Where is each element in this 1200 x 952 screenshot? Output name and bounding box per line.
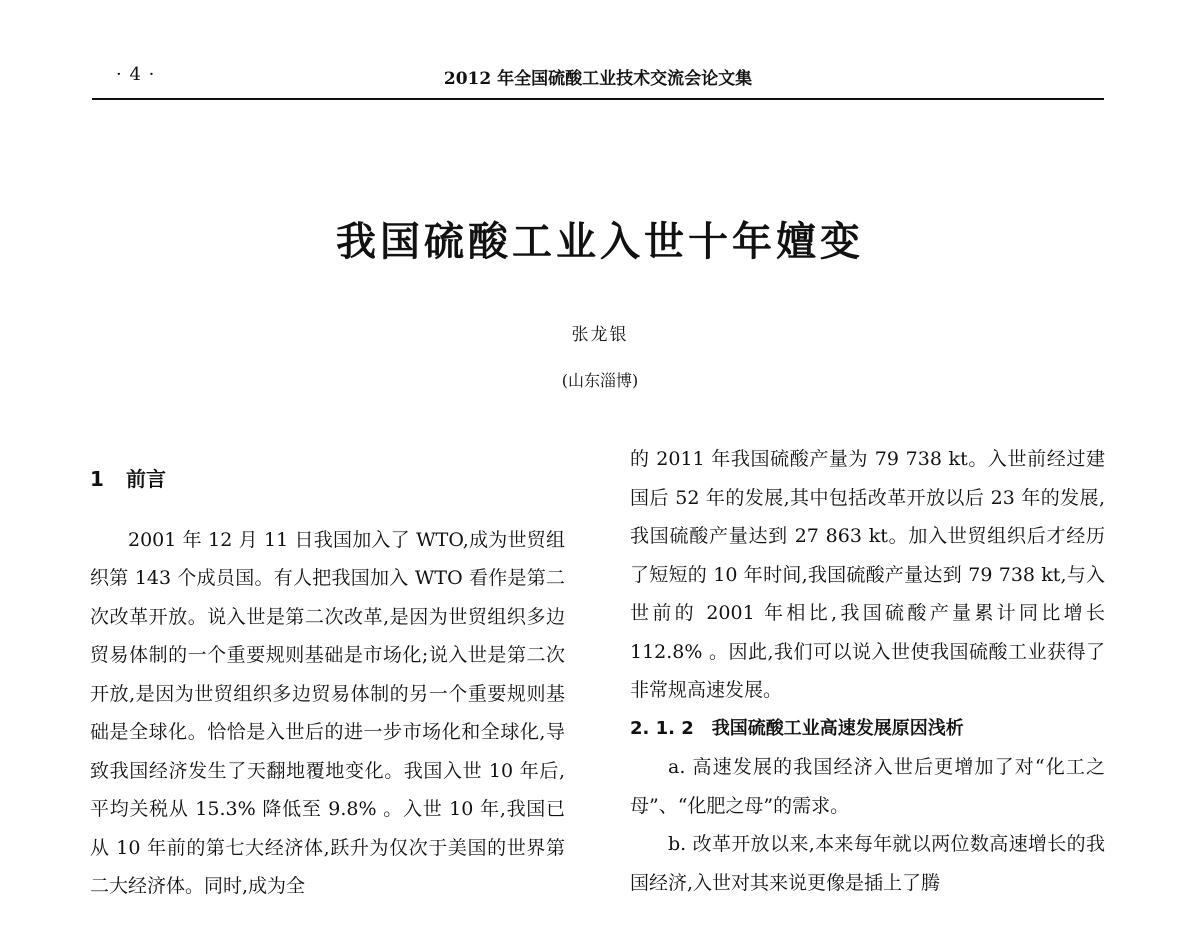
journal-title: 2012 年全国硫酸工业技术交流会论文集 — [443, 69, 753, 89]
subsection-heading: 2. 1. 2 我国硫酸工业高速发展原因浅析 — [630, 717, 964, 739]
right-column — [630, 440, 1105, 902]
header-rule — [92, 98, 1104, 100]
left-column — [90, 442, 565, 906]
section-number: 1 — [90, 467, 104, 491]
list-item-b: b. 改革开放以来,本来每年就以两位数高速增长的我国经济,入世对其来说更像是插上了腾 — [630, 833, 1105, 894]
author-name: 张龙银 — [571, 325, 629, 345]
continued-paragraph: 的 2011 年我国硫酸产量为 79 738 kt。入世前经过建国后 52 年的发展,其中包括改革开放以后 23 年的发展,我国硫酸产量达到 27 863 kt。加入世贸组织后才经历了短短的 10 年时间,我国硫酸产量达到 79 738 kt,与入世前的 2001 年相比,我国硫酸产量累计同比增长 112.8% 。因此,我们可以说入世使我国硫酸工业获得了非常规高速发展。 — [630, 448, 1105, 701]
intro-paragraph: 2001 年 12 月 11 日我国加入了 WTO,成为世贸组织第 143 个成员国。有人把我国加入 WTO 看作是第二次改革开放。说入世是第二次改革,是因为世贸组织多边贸易体制的一个重要规则基础是市场化;说入世是第二次开放,是因为世贸组织多边贸易体制的另一个重要规则基础是全球化。恰恰是入世后的进一步市场化和全球化,导致我国经济发生了天翻地覆地变化。我国入世 10 年后,平均关税从 15.3% 降低至 9.8% 。入世 10 年,我国已从 10 年前的第七大经济体,跃升为仅次于美国的世界第二大经济体。同时,成为全 — [90, 528, 565, 897]
section-heading — [90, 460, 565, 499]
list-item-a: a. 高速发展的我国经济入世后更增加了对“化工之母”、“化肥之母”的需求。 — [630, 756, 1105, 817]
author-affiliation: (山东淄博) — [561, 371, 639, 390]
section-title: 前言 — [126, 467, 166, 491]
page-header — [92, 64, 1104, 94]
page-number: · 4 · — [116, 64, 156, 85]
article-title: 我国硫酸工业入世十年嬗变 — [336, 219, 864, 265]
